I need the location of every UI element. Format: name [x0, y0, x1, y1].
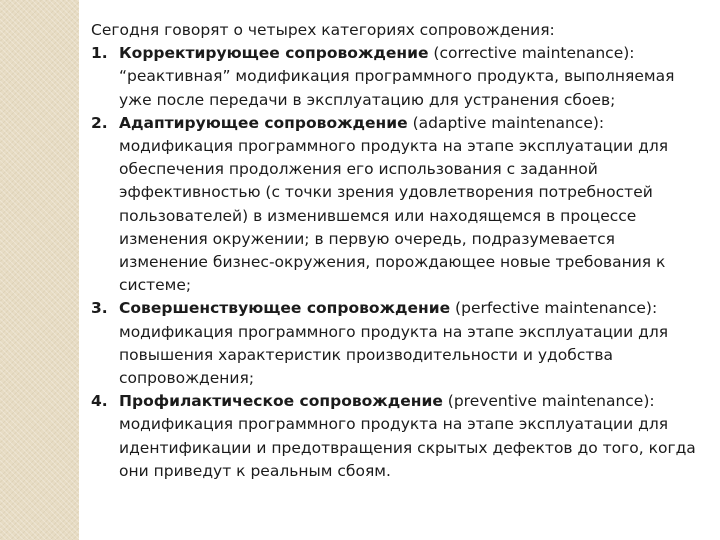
list-item — [91, 112, 701, 298]
slide-content — [91, 19, 701, 483]
item-term: Профилактическое сопровождение — [119, 392, 443, 411]
item-number: 2. — [91, 113, 108, 132]
intro-text: Сегодня говорят о четырех категориях сопровождения: — [91, 21, 555, 39]
item-description: (perfective maintenance): модификация программного продукта на этапе эксплуатации для повышения характеристик производительности и удобства сопровождения; — [119, 299, 669, 388]
item-term: Адаптирующее сопровождение — [119, 113, 408, 132]
item-number: 4. — [91, 392, 108, 411]
list-item — [91, 297, 701, 390]
item-term: Корректирующее сопровождение — [119, 44, 429, 63]
item-number: 3. — [91, 299, 108, 318]
item-description: (preventive maintenance): модификация программного продукта на этапе эксплуатации для идентификации и предотвращения скрытых дефектов до того, когда они приведут к реальным сбоям. — [119, 392, 696, 480]
item-number: 1. — [91, 44, 108, 63]
maintenance-categories-list — [91, 42, 701, 483]
item-description: (adaptive maintenance): модификация программного продукта на этапе эксплуатации для обеспечения продолжения его использования с заданной эффективностью (с точки зрения удовлетворения потребностей пользователей) в изменившемся или находящемся в процессе изменения окружении; в первую очередь, подразумевается изменение бизнес-окружения, порождающее новые требования к системе; — [119, 113, 669, 295]
item-term: Совершенствующее сопровождение — [119, 299, 451, 318]
list-item — [91, 42, 701, 112]
decorative-side-strip — [0, 0, 79, 540]
list-item — [91, 390, 701, 483]
item-description: (corrective maintenance): “реактивная” модификация программного продукта, выполняемая уже после передачи в эксплуатацию для устранения сбоев; — [119, 44, 675, 109]
